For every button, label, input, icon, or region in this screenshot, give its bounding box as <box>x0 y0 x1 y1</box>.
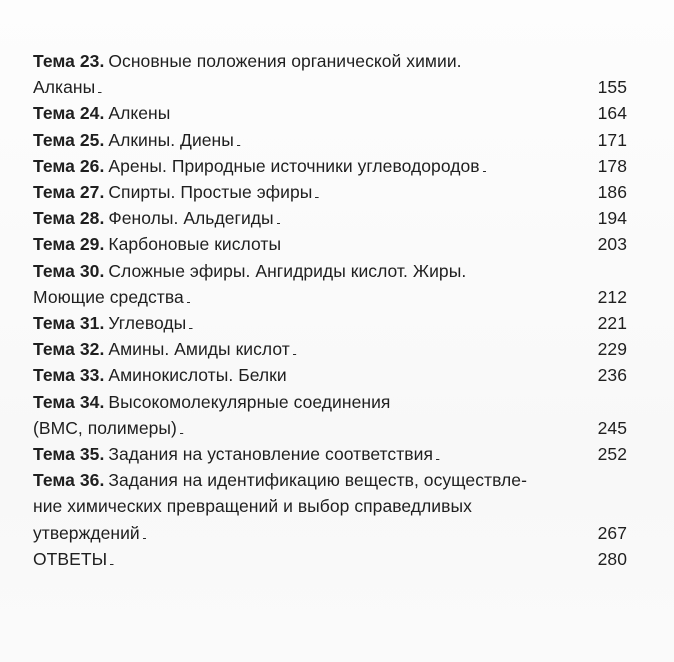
topic-number: Тема 24. <box>33 103 105 124</box>
topic-number: Тема 28. <box>33 208 105 229</box>
topic-number: Тема 30. <box>33 260 105 281</box>
toc-entry <box>33 153 627 179</box>
toc-entry-line <box>33 415 627 441</box>
toc-entry-line <box>33 205 627 231</box>
toc-entry <box>33 389 627 441</box>
dot-leader <box>143 521 595 539</box>
topic-number: Тема 35. <box>33 444 105 465</box>
topic-title: (ВМС, полимеры) <box>33 417 177 438</box>
topic-number: Тема 27. <box>33 182 105 203</box>
dot-leader <box>436 443 595 461</box>
page-number: 155 <box>597 77 627 98</box>
toc-entry-line <box>33 336 627 362</box>
topic-number: Тема 32. <box>33 339 105 360</box>
toc-entry-line <box>33 467 627 493</box>
toc-entry <box>33 258 627 310</box>
topic-title: Алкины. Диены <box>108 129 234 150</box>
topic-title: Задания на установление соответствия <box>108 444 433 465</box>
page-number: 221 <box>597 313 627 334</box>
page-number: 245 <box>597 417 627 438</box>
dot-leader <box>290 364 595 382</box>
toc-entry <box>33 231 627 257</box>
dot-leader <box>187 285 595 303</box>
dot-leader <box>110 547 595 565</box>
page-number: 194 <box>597 208 627 229</box>
topic-title: Сложные эфиры. Ангидриды кислот. Жиры. <box>108 260 467 281</box>
toc-entry-line <box>33 546 627 572</box>
toc-entry <box>33 546 627 572</box>
topic-title: Основные положения органической химии. <box>108 51 462 71</box>
topic-number: Тема 29. <box>33 234 105 255</box>
dot-leader <box>483 154 595 172</box>
toc-entry <box>33 362 627 388</box>
toc-entry-line <box>33 48 627 74</box>
page-number: 267 <box>597 522 627 543</box>
table-of-contents <box>33 48 627 572</box>
toc-entry-line <box>33 179 627 205</box>
toc-entry-line <box>33 520 627 546</box>
page-number: 164 <box>597 103 627 124</box>
toc-entry <box>33 48 627 100</box>
toc-entry-line <box>33 258 627 284</box>
page-number: 236 <box>597 365 627 386</box>
page-number: 252 <box>597 444 627 465</box>
topic-title: Высокомолекулярные соединения <box>108 391 391 412</box>
toc-entry-line <box>33 100 627 126</box>
dot-leader <box>189 312 594 330</box>
topic-number: Тема 33. <box>33 365 105 386</box>
topic-title: Моющие средства <box>33 286 184 307</box>
toc-entry-line <box>33 74 627 100</box>
toc-entry <box>33 441 627 467</box>
toc-entry-line <box>33 127 627 153</box>
dot-leader <box>180 416 595 434</box>
toc-entry <box>33 100 627 126</box>
page-number: 186 <box>597 182 627 203</box>
topic-title: утверждений <box>33 522 140 543</box>
dot-leader <box>315 181 594 199</box>
dot-leader <box>277 207 595 225</box>
toc-entry-line <box>33 389 627 415</box>
page-number: 171 <box>597 129 627 150</box>
page-number: 178 <box>597 155 627 176</box>
toc-entry-line <box>33 362 627 388</box>
topic-title: Углеводы <box>108 313 187 334</box>
toc-entry-line <box>33 231 627 257</box>
topic-title: ние химических превращений и выбор справедливых <box>33 496 472 517</box>
toc-entry <box>33 310 627 336</box>
page-number: 212 <box>597 286 627 307</box>
topic-title: Алканы <box>33 77 96 98</box>
dot-leader <box>173 102 594 120</box>
toc-entry <box>33 127 627 153</box>
topic-title: Спирты. Простые эфиры <box>108 182 313 203</box>
toc-entry-line <box>33 153 627 179</box>
toc-entry <box>33 205 627 231</box>
topic-title: Аминокислоты. Белки <box>108 365 287 386</box>
toc-entry-line <box>33 284 627 310</box>
topic-title: Фенолы. Альдегиды <box>108 208 274 229</box>
topic-title: Амины. Амиды кислот <box>108 339 290 360</box>
topic-title: Алкены <box>108 103 171 124</box>
toc-entry-line <box>33 493 627 519</box>
dot-leader <box>98 76 594 94</box>
topic-title: Карбоновые кислоты <box>108 234 282 255</box>
topic-number: Тема 31. <box>33 313 105 334</box>
dot-leader <box>293 338 595 356</box>
topic-title: Арены. Природные источники углеводородов <box>108 155 480 176</box>
topic-number: Тема 23. <box>33 51 105 71</box>
topic-number: Тема 34. <box>33 391 105 412</box>
toc-entry <box>33 336 627 362</box>
page-number: 203 <box>597 234 627 255</box>
topic-title: Задания на идентификацию веществ, осуществле- <box>108 470 527 491</box>
page-number: 280 <box>597 548 627 569</box>
topic-title: ОТВЕТЫ <box>33 548 108 569</box>
toc-entry <box>33 179 627 205</box>
toc-entry-line <box>33 441 627 467</box>
dot-leader <box>237 128 595 146</box>
dot-leader <box>284 233 595 251</box>
toc-entry <box>33 467 627 546</box>
page-number: 229 <box>597 339 627 360</box>
topic-number: Тема 25. <box>33 129 105 150</box>
toc-entry-line <box>33 310 627 336</box>
topic-number: Тема 36. <box>33 470 105 491</box>
topic-number: Тема 26. <box>33 155 105 176</box>
